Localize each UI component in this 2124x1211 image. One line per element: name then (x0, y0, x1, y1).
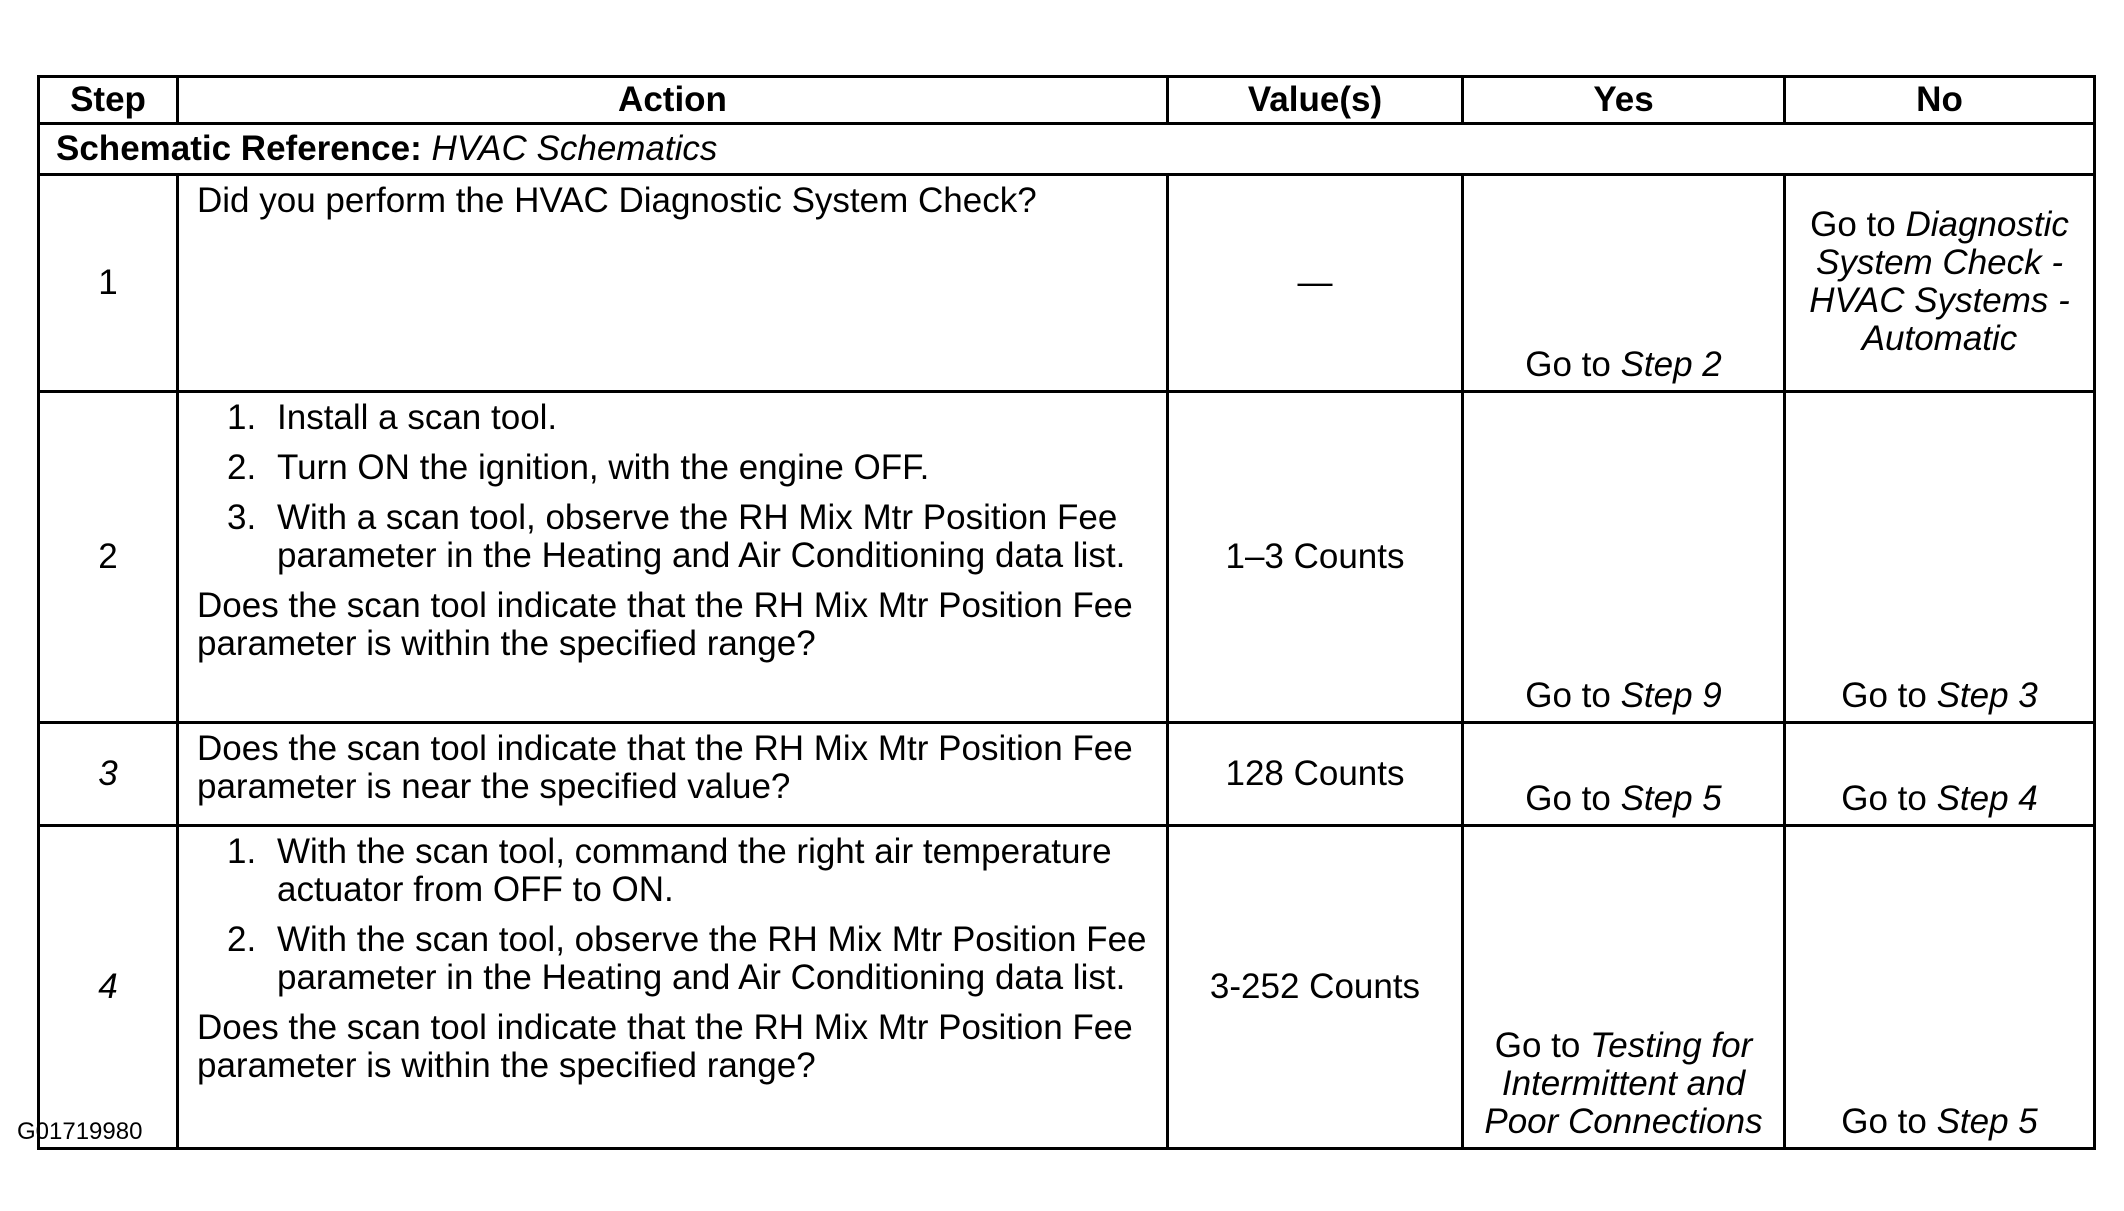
yes-target: Step 2 (1620, 345, 1722, 384)
yes-prefix: Go to (1525, 779, 1621, 818)
substep (197, 833, 1150, 909)
substep-text: With a scan tool, observe the RH Mix Mtr Position Fee parameter in the Heating and Air Conditioning data list. (277, 498, 1126, 575)
no-cell (1785, 723, 2095, 826)
diagnostic-table (37, 75, 2096, 1150)
no-prefix: Go to (1810, 205, 1906, 244)
value-cell: 128 Counts (1168, 723, 1463, 826)
yes-cell (1463, 392, 1785, 723)
action-question: Does the scan tool indicate that the RH Mix Mtr Position Fee parameter is within the specified range? (197, 1008, 1133, 1085)
substep (197, 921, 1150, 997)
action-cell (178, 826, 1168, 1149)
yes-cell (1463, 826, 1785, 1149)
table-row-step-1 (39, 175, 2095, 392)
no-target: Step 5 (1936, 1102, 2038, 1141)
yes-cell (1463, 723, 1785, 826)
no-target: Step 4 (1936, 779, 2038, 818)
step-number: 4 (39, 826, 178, 1149)
value-cell: 1–3 Counts (1168, 392, 1463, 723)
substep-text: Install a scan tool. (277, 398, 558, 437)
substep (197, 449, 1150, 487)
yes-target: Step 9 (1620, 676, 1722, 715)
header-action: Action (178, 77, 1168, 124)
header-values: Value(s) (1168, 77, 1463, 124)
step-number: 2 (39, 392, 178, 723)
action-question: Does the scan tool indicate that the RH Mix Mtr Position Fee parameter is near the specified value? (197, 729, 1133, 806)
no-cell (1785, 826, 2095, 1149)
action-cell (178, 175, 1168, 392)
no-target: Step 3 (1936, 676, 2038, 715)
no-prefix: Go to (1841, 779, 1937, 818)
substep-text: With the scan tool, observe the RH Mix Mtr Position Fee parameter in the Heating and Air Conditioning data list. (277, 920, 1147, 997)
header-no: No (1785, 77, 2095, 124)
no-cell (1785, 392, 2095, 723)
substep-text: Turn ON the ignition, with the engine OFF. (277, 448, 930, 487)
substep-number: 1. (227, 398, 257, 437)
table-row-step-3 (39, 723, 2095, 826)
yes-cell (1463, 175, 1785, 392)
substep-list (197, 833, 1150, 997)
figure-id: G01719980 (17, 1118, 143, 1145)
substep (197, 399, 1150, 437)
yes-target: Testing for Intermittent and Poor Connections (1484, 1026, 1763, 1141)
table-row-step-4 (39, 826, 2095, 1149)
schematic-reference (39, 124, 2095, 175)
no-target: Diagnostic System Check - HVAC Systems - Automatic (1809, 205, 2070, 358)
schematic-reference-row (39, 124, 2095, 175)
header-step: Step (39, 77, 178, 124)
action-question: Does the scan tool indicate that the RH Mix Mtr Position Fee parameter is within the specified range? (197, 586, 1133, 663)
action-cell (178, 392, 1168, 723)
header-yes: Yes (1463, 77, 1785, 124)
schematic-reference-label: Schematic Reference: (56, 129, 422, 168)
no-prefix: Go to (1841, 676, 1937, 715)
yes-prefix: Go to (1494, 1026, 1591, 1065)
step-number: 1 (39, 175, 178, 392)
substep-text: With the scan tool, command the right air temperature actuator from OFF to ON. (277, 832, 1112, 909)
table-row-step-2 (39, 392, 2095, 723)
substep-number: 1. (227, 832, 257, 871)
substep-number: 3. (227, 498, 257, 537)
yes-prefix: Go to (1525, 345, 1621, 384)
substep-number: 2. (227, 448, 257, 487)
schematic-reference-link: HVAC Schematics (431, 129, 718, 168)
action-cell (178, 723, 1168, 826)
value-cell: — (1168, 175, 1463, 392)
header-row (39, 77, 2095, 124)
substep-list (197, 399, 1150, 575)
substep (197, 499, 1150, 575)
no-cell (1785, 175, 2095, 392)
substep-number: 2. (227, 920, 257, 959)
value-cell: 3-252 Counts (1168, 826, 1463, 1149)
yes-prefix: Go to (1525, 676, 1621, 715)
no-prefix: Go to (1841, 1102, 1937, 1141)
step-number: 3 (39, 723, 178, 826)
yes-target: Step 5 (1620, 779, 1722, 818)
action-question: Did you perform the HVAC Diagnostic System Check? (197, 181, 1037, 220)
